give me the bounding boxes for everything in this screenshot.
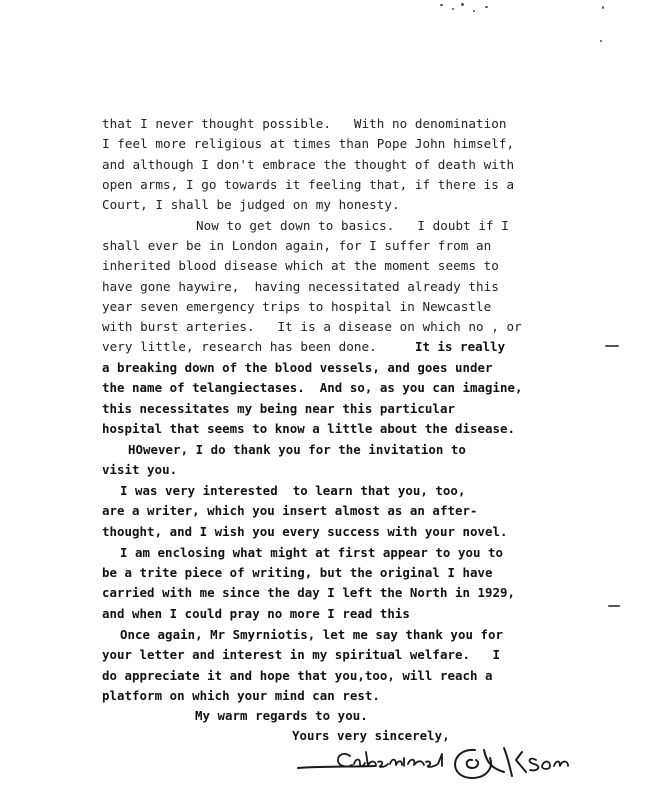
scan-speck — [600, 40, 602, 42]
letter-line: visit you. — [102, 462, 178, 477]
letter-line: that I never thought possible. With no denomination — [102, 116, 507, 131]
closing-line: My warm regards to you. — [195, 708, 368, 723]
letter-line: your letter and interest in my spiritual welfare. I — [102, 647, 501, 662]
letter-line: and when I could pray no more I read this — [102, 606, 410, 621]
letter-line: very little, research has been done. — [102, 339, 377, 354]
letter-line: be a trite piece of writing, but the original I have — [102, 565, 493, 580]
letter-line: have gone haywire, having necessitated already this — [102, 279, 499, 294]
scan-speck — [452, 8, 454, 10]
letter-line: I feel more religious at times than Pope John himself, — [102, 136, 515, 151]
handwritten-signature — [290, 738, 600, 788]
scan-speck — [440, 4, 443, 6]
letter-line: are a writer, which you insert almost as an after- — [102, 503, 478, 518]
scan-speck — [608, 605, 620, 607]
scan-speck — [461, 3, 464, 6]
letter-line: the name of telangiectases. And so, as you can imagine, — [102, 380, 523, 395]
letter-line: I was very interested to learn that you, too, — [120, 483, 466, 498]
letter-line: Once again, Mr Smyrniotis, let me say thank you for — [120, 627, 503, 642]
scan-speck — [602, 6, 604, 9]
letter-line: Court, I shall be judged on my honesty. — [102, 197, 400, 212]
scan-speck — [605, 345, 619, 347]
letter-line: Now to get down to basics. I doubt if I — [196, 218, 509, 233]
letter-line: It is really — [415, 339, 506, 354]
letter-line: hospital that seems to know a little about the disease. — [102, 421, 516, 436]
scan-speck — [485, 6, 488, 8]
letter-line: shall ever be in London again, for I suffer from an — [102, 238, 492, 253]
letter-line: I am enclosing what might at first appear to you to — [120, 545, 503, 560]
letter-line: this necessitates my being near this particular — [102, 401, 455, 416]
letter-line: inherited blood disease which at the moment seems to — [102, 258, 499, 273]
letter-line: year seven emergency trips to hospital in Newcastle — [102, 299, 492, 314]
letter-line: with burst arteries. It is a disease on which no , or — [102, 319, 522, 334]
letter-line: platform on which your mind can rest. — [102, 688, 380, 703]
scan-speck — [473, 10, 475, 12]
letter-line: a breaking down of the blood vessels, and goes under — [102, 360, 493, 375]
letter-line: do appreciate it and hope that you,too, will reach a — [102, 668, 493, 683]
letter-line: open arms, I go towards it feeling that, if there is a — [102, 177, 515, 192]
closing-line: Yours very sincerely, — [292, 728, 450, 743]
letter-line: and although I don't embrace the thought of death with — [102, 157, 515, 172]
letter-line: carried with me since the day I left the North in 1929, — [102, 585, 516, 600]
letter-line: thought, and I wish you every success with your novel. — [102, 524, 508, 539]
letter-line: HOwever, I do thank you for the invitation to — [128, 442, 466, 457]
